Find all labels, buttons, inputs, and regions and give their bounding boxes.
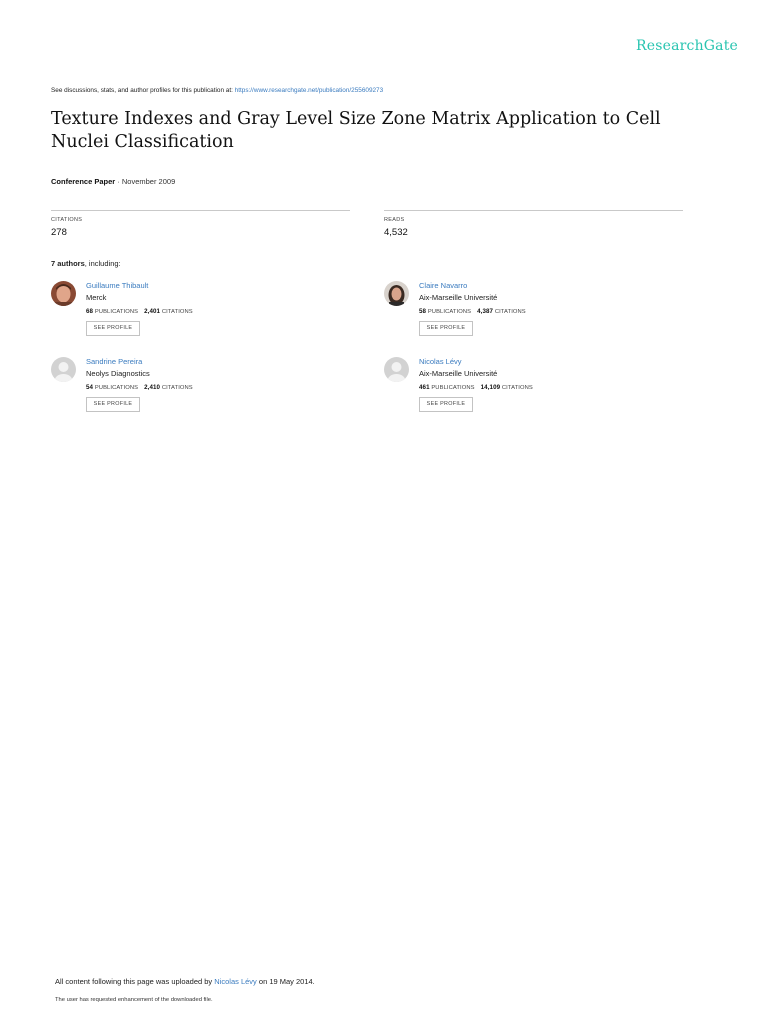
author-institution: Merck — [86, 293, 107, 302]
see-profile-button[interactable]: SEE PROFILE — [419, 321, 473, 336]
authors-including: , including: — [84, 259, 121, 268]
meta-separator: · — [115, 177, 122, 186]
author-name-link[interactable]: Guillaume Thibault — [86, 281, 149, 290]
author-institution: Aix-Marseille Université — [419, 293, 498, 302]
author-stats — [419, 308, 526, 315]
placeholder-person-icon — [51, 357, 76, 382]
author-citations-count: 2,410 — [144, 384, 161, 391]
publications-count: 461 — [419, 384, 430, 391]
placeholder-person-icon — [384, 357, 409, 382]
author-citations-count: 2,401 — [144, 308, 161, 315]
author-card — [51, 357, 351, 427]
author-citations-label: CITATIONS — [494, 309, 526, 315]
avatar-photo-icon — [51, 281, 76, 306]
discussion-text: See discussions, stats, and author profiles for this publication at: — [51, 87, 235, 94]
paper-date: November 2009 — [121, 177, 176, 186]
reads-divider — [384, 210, 683, 211]
see-profile-button[interactable]: SEE PROFILE — [419, 397, 473, 412]
author-citations-label: CITATIONS — [501, 385, 533, 391]
see-profile-button[interactable]: SEE PROFILE — [86, 397, 140, 412]
author-stats — [419, 384, 533, 391]
citations-divider — [51, 210, 350, 211]
author-citations-label: CITATIONS — [161, 309, 193, 315]
author-institution: Neolys Diagnostics — [86, 369, 150, 378]
author-avatar[interactable] — [384, 357, 409, 382]
author-name-link[interactable]: Claire Navarro — [419, 281, 468, 290]
discussion-line — [51, 87, 383, 94]
author-avatar[interactable] — [51, 357, 76, 382]
publications-label: PUBLICATIONS — [427, 309, 472, 315]
author-name-link[interactable]: Sandrine Pereira — [86, 357, 143, 366]
authors-count: 7 authors — [51, 259, 85, 268]
publications-label: PUBLICATIONS — [431, 385, 475, 391]
citations-label: CITATIONS — [51, 217, 83, 223]
see-profile-button[interactable]: SEE PROFILE — [86, 321, 140, 336]
uploader-link[interactable]: Nicolas Lévy — [214, 977, 257, 986]
author-institution: Aix-Marseille Université — [419, 369, 498, 378]
upload-prefix: All content following this page was uploaded by — [55, 977, 215, 986]
author-card — [384, 281, 684, 351]
author-citations-count: 4,387 — [477, 308, 494, 315]
author-card — [384, 357, 684, 427]
author-card — [51, 281, 351, 351]
author-avatar[interactable] — [51, 281, 76, 306]
enhancement-note: The user has requested enhancement of the downloaded file. — [55, 997, 213, 1003]
authors-heading — [51, 259, 121, 268]
reads-count: 4,532 — [384, 227, 408, 238]
researchgate-logo[interactable]: ResearchGate — [636, 38, 739, 54]
avatar-photo-icon — [384, 281, 409, 306]
author-citations-label: CITATIONS — [161, 385, 193, 391]
paper-title: Texture Indexes and Gray Level Size Zone Matrix Application to Cell Nuclei Classification — [51, 109, 661, 152]
upload-suffix: on 19 May 2014. — [256, 977, 315, 986]
publications-count: 68 — [86, 308, 94, 315]
publication-url-link[interactable]: https://www.researchgate.net/publication/255609273 — [234, 87, 384, 94]
citations-count: 278 — [51, 227, 67, 238]
publications-count: 58 — [419, 308, 427, 315]
author-avatar[interactable] — [384, 281, 409, 306]
reads-label: READS — [384, 217, 405, 223]
publications-label: PUBLICATIONS — [94, 385, 139, 391]
author-stats — [86, 308, 193, 315]
publications-label: PUBLICATIONS — [94, 309, 139, 315]
paper-meta — [51, 177, 175, 186]
author-stats — [86, 384, 193, 391]
publications-count: 54 — [86, 384, 94, 391]
upload-notice — [55, 977, 315, 986]
paper-type: Conference Paper — [51, 177, 116, 186]
author-citations-count: 14,109 — [480, 384, 501, 391]
author-name-link[interactable]: Nicolas Lévy — [419, 357, 462, 366]
